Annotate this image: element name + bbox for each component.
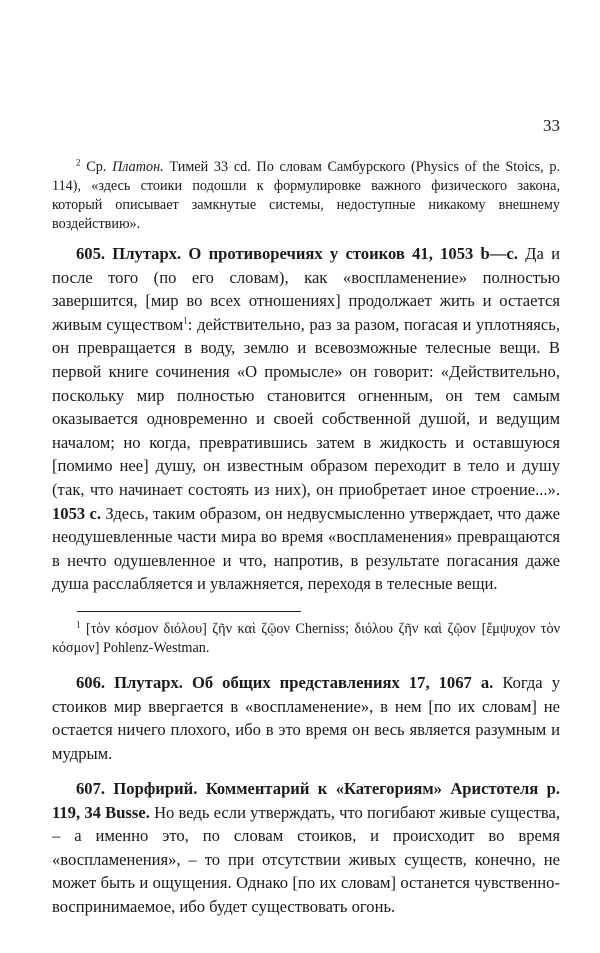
footnote-ref: 1: [183, 315, 188, 326]
reference: 1053 c.: [52, 503, 102, 523]
footnote-marker: 1: [76, 619, 81, 630]
author-name: Платон.: [112, 159, 164, 175]
entry-606: 606. Плутарх. Об общих представлениях 17, 1067 a. Когда у стоиков мир ввергается в «воспламенение», в нем [по их словам] не остается ничего плохого, ибо в это время он весь является разумным и мудрым.: [52, 673, 560, 763]
entry-heading: 607. Порфирий. Комментарий к «Категориям» Аристотеля p. 119, 34 Busse.: [52, 779, 560, 822]
page-number: 33: [543, 116, 560, 135]
footnote-1: $^1$ [τὸν κόσμον διόλου] ζῆν καὶ ζῷον Cherniss; διόλου ζῆν καὶ ζῷον [ἔμψυχον τὸν κόσμον] Pohlenz-Westman.: [52, 619, 560, 656]
footnote-2: $^2$ Ср. Платон. Тимей 33 cd. По словам Самбурского (Physics of the Stoics, p. 114), «здесь стоики подошли к формулировке важного физического закона, который описывает замкнутые системы, недоступные никакому внешнему воздействию».: [52, 157, 560, 232]
entry-heading: 605. Плутарх. О противоречиях у стоиков 41, 1053 b—c.: [76, 244, 518, 263]
entry-heading: 606. Плутарх. Об общих представлениях 17, 1067 a.: [76, 673, 494, 692]
footnote-marker: 2: [76, 157, 81, 168]
entry-607: 607. Порфирий. Комментарий к «Категориям» Аристотеля p. 119, 34 Busse. Но ведь если утверждать, что погибают живые существа, – а именно это, по словам стоиков, и происходит во время «воспламенения», – то при отсутствии живых существ, конечно, не может быть и ощущения. Однако [по их словам] останется чувственно-воспринимаемое, ибо будет существовать огонь.: [52, 779, 560, 916]
footnote-divider: [77, 611, 301, 612]
entry-605: 605. Плутарх. О противоречиях у стоиков 41, 1053 b—c. Да и после того (по его словам), как «воспламенение» полностью завершится, [мир во всех отношениях] продолжает жить и остается живым существом$^1$: действительно, раз за разом, погасая и уплотняясь, он превращается в воду, землю и всевозможные телесные вещи. В первой книге сочинения «О промысле» он говорит: «Действительно, поскольку мир полностью становится огненным, он тем самым оказывается одновременно и своей собственной душой, и ведущим началом; но когда, превратившись затем в жидкость и оставшуюся [помимо нее] душу, он известным образом переходит в тело и душу (так, что начинает состоять из них), он приобретает иное строение...». 1053 c. Здесь, таким образом, он недвусмысленно утверждает, что даже неодушевленные части мира во время «воспламенения» превращаются в нечто одушевленное и что, напротив, в результате погасания даже душа расслабляется и увлажняется, переходя в телесные вещи.: [52, 244, 560, 594]
